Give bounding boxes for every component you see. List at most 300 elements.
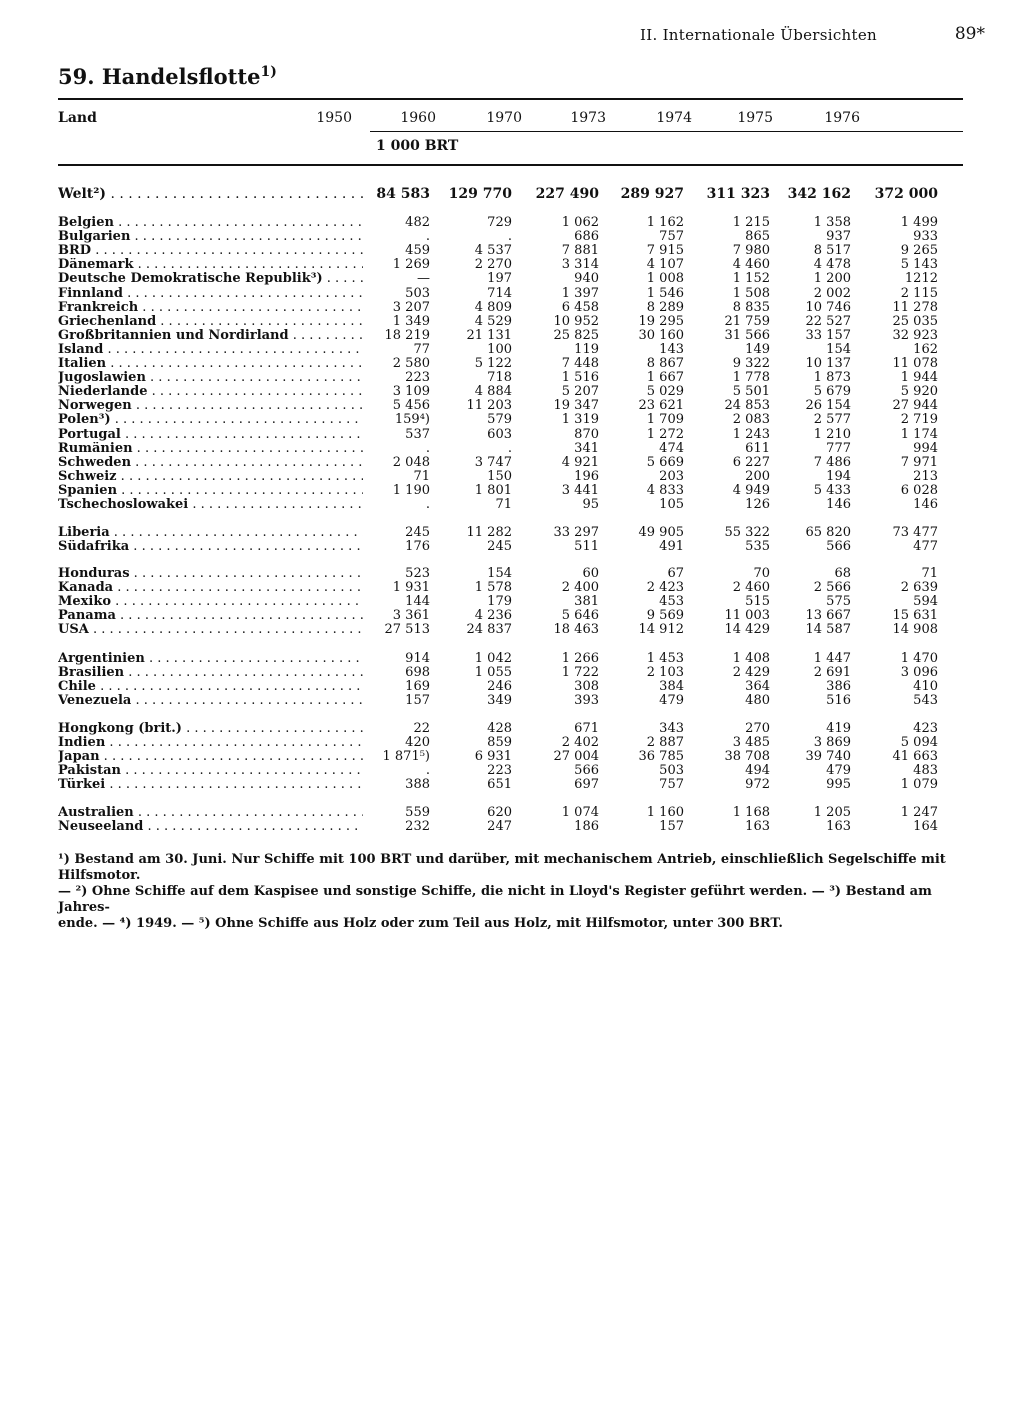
cell-value: 10 137 (805, 356, 851, 371)
table-row (58, 736, 963, 750)
cell-value: . (425, 497, 430, 512)
cell-value: 2 691 (813, 665, 851, 681)
cell-value: 491 (659, 539, 684, 555)
cell-value: 420 (405, 735, 430, 751)
cell-value: 10 746 (805, 299, 851, 315)
cell-value: 4 537 (474, 243, 512, 259)
cell-value: 341 (574, 440, 599, 456)
cell-value: 2 580 (392, 356, 430, 371)
cell-value: 1 516 (561, 370, 599, 386)
country-name: Schweiz . . . (58, 470, 363, 484)
cell-value: 933 (913, 229, 938, 245)
cell-value: 70 (753, 566, 770, 581)
table-row (58, 230, 963, 244)
cell-value: 311 323 (706, 186, 770, 202)
country-name: Brasilien . . . (58, 666, 363, 680)
country-name: Türkei . . . (58, 778, 363, 792)
cell-value: 937 (826, 229, 851, 245)
cell-value: 149 (745, 341, 770, 357)
cell-value: 870 (574, 426, 599, 442)
cell-value: 2 400 (561, 580, 599, 596)
header-rule (370, 131, 963, 132)
header-bottom-rule (58, 164, 963, 166)
table-row (58, 287, 963, 301)
cell-value: 1 319 (561, 412, 599, 428)
cell-value: 388 (405, 777, 430, 793)
cell-value: 19 347 (553, 398, 599, 414)
table-row (58, 722, 963, 736)
cell-value: 246 (487, 679, 512, 695)
cell-value: 154 (826, 341, 851, 357)
country-name: Liberia . . . (58, 526, 363, 540)
table-row (58, 694, 963, 708)
cell-value: 232 (405, 819, 430, 835)
cell-value: 2 639 (900, 580, 938, 596)
cell-value: 729 (487, 215, 512, 230)
cell-value: 8 835 (732, 299, 770, 315)
cell-value: 33 157 (805, 327, 851, 343)
cell-value: 8 867 (646, 356, 684, 371)
cell-value: 2 083 (732, 412, 770, 428)
footnote-line: — ²) Ohne Schiffe auf dem Kaspisee und sonstige Schiffe, die nicht in Lloyd's Register geführt werden. — ³) Bestand am Jahres- (58, 884, 932, 915)
cell-value: 940 (574, 271, 599, 287)
cell-value: 2 887 (646, 735, 684, 751)
cell-value: 9 265 (900, 243, 938, 259)
cell-value: 477 (913, 539, 938, 555)
cell-value: 19 295 (638, 313, 684, 329)
cell-value: 14 429 (724, 622, 770, 638)
cell-value: 4 236 (474, 608, 512, 624)
table-row (58, 595, 963, 609)
cell-value: 1 162 (646, 215, 684, 230)
cell-value: 757 (659, 777, 684, 793)
cell-value: 2 115 (900, 285, 938, 301)
table-row (58, 581, 963, 595)
cell-value: 2 577 (813, 412, 851, 428)
cell-value: 1 272 (646, 426, 684, 442)
country-name: Tschechoslowakei . . . (58, 498, 363, 512)
country-name: Honduras . . . (58, 567, 363, 581)
table-row (58, 315, 963, 329)
cell-value: 68 (834, 566, 851, 581)
cell-value: 386 (826, 679, 851, 695)
table-title (58, 64, 277, 89)
cell-value: 3 485 (732, 735, 770, 751)
cell-value: 146 (826, 497, 851, 512)
cell-value: 84 583 (376, 186, 430, 202)
cell-value: 1 944 (900, 370, 938, 386)
cell-value: 65 820 (805, 525, 851, 540)
cell-value: 1 667 (646, 370, 684, 386)
cell-value: 671 (574, 721, 599, 736)
table-row (58, 428, 963, 442)
cell-value: 575 (826, 594, 851, 610)
cell-value: 5 207 (561, 384, 599, 400)
cell-value: 164 (913, 819, 938, 835)
country-name: Rumänien . . . (58, 442, 363, 456)
cell-value: 4 478 (813, 257, 851, 273)
cell-value: 179 (487, 594, 512, 610)
country-name: Dänemark . . . (58, 258, 363, 272)
cell-value: 223 (487, 763, 512, 779)
cell-value: 349 (487, 693, 512, 709)
cell-value: 1 266 (561, 651, 599, 666)
cell-value: 3 747 (474, 454, 512, 470)
cell-value: 197 (487, 271, 512, 287)
country-name: Frankreich . . . (58, 301, 363, 315)
cell-value: 453 (659, 594, 684, 610)
cell-value: 144 (405, 594, 430, 610)
cell-value: 39 740 (805, 749, 851, 765)
country-name: Jugoslawien . . . (58, 371, 363, 385)
table-row (58, 567, 963, 581)
cell-value: 150 (487, 468, 512, 484)
cell-value: 8 517 (813, 243, 851, 259)
cell-value: 3 361 (392, 608, 430, 624)
cell-value: 559 (405, 805, 430, 820)
country-name: Deutsche Demokratische Republik³) . . . (58, 272, 363, 286)
country-name: Japan . . . (58, 750, 363, 764)
country-name: Venezuela . . . (58, 694, 363, 708)
cell-value: 410 (913, 679, 938, 695)
cell-value: 1 269 (392, 257, 430, 273)
cell-value: 41 663 (892, 749, 938, 765)
cell-value: 3 109 (392, 384, 430, 400)
cell-value: 1 042 (474, 651, 512, 666)
cell-value: 60 (582, 566, 599, 581)
cell-value: 1 453 (646, 651, 684, 666)
cell-value: 342 162 (787, 186, 851, 202)
cell-value: 143 (659, 341, 684, 357)
table-row (58, 820, 963, 834)
table-row (58, 244, 963, 258)
cell-value: 2 719 (900, 412, 938, 428)
cell-value: 651 (487, 777, 512, 793)
cell-value: 2 423 (646, 580, 684, 596)
cell-value: 6 227 (732, 454, 770, 470)
year-header: 1970 (486, 110, 522, 126)
cell-value: . (425, 763, 430, 779)
cell-value: 611 (745, 440, 770, 456)
cell-value: 697 (574, 777, 599, 793)
cell-value: 384 (659, 679, 684, 695)
footnote-line: ¹) Bestand am 30. Juni. Nur Schiffe mit 100 BRT und darüber, mit mechanischem Antrieb, einschließlich Segelschiffe mit Hilfsmotor. (58, 852, 946, 883)
cell-value: 38 708 (724, 749, 770, 765)
cell-value: 537 (405, 426, 430, 442)
table-row (58, 329, 963, 343)
cell-value: 162 (913, 341, 938, 357)
cell-value: 419 (826, 721, 851, 736)
land-column-header: Land (58, 110, 97, 126)
cell-value: 2 002 (813, 285, 851, 301)
cell-value: 14 908 (892, 622, 938, 638)
year-header: 1975 (737, 110, 773, 126)
cell-value: 2 429 (732, 665, 770, 681)
cell-value: 620 (487, 805, 512, 820)
cell-value: 21 131 (466, 327, 512, 343)
cell-value: 176 (405, 539, 430, 555)
country-name: Griechenland . . . (58, 315, 363, 329)
cell-value: 1 174 (900, 426, 938, 442)
cell-value: 169 (405, 679, 430, 695)
country-name: Norwegen . . . (58, 399, 363, 413)
country-name: Kanada . . . (58, 581, 363, 595)
cell-value: 154 (487, 566, 512, 581)
world-row (58, 186, 963, 204)
cell-value: 200 (745, 468, 770, 484)
table-row (58, 371, 963, 385)
cell-value: 18 463 (553, 622, 599, 638)
cell-value: 1 160 (646, 805, 684, 820)
cell-value: 859 (487, 735, 512, 751)
cell-value: 119 (574, 341, 599, 357)
country-name: Belgien . . . (58, 216, 363, 230)
cell-value: 995 (826, 777, 851, 793)
table-row (58, 623, 963, 637)
cell-value: 100 (487, 341, 512, 357)
cell-value: 194 (826, 468, 851, 484)
cell-value: 566 (826, 539, 851, 555)
cell-value: 2 460 (732, 580, 770, 596)
cell-value: 543 (913, 693, 938, 709)
cell-value: 15 631 (892, 608, 938, 624)
cell-value: 503 (659, 763, 684, 779)
cell-value: 777 (826, 440, 851, 456)
section-title: II. Internationale Übersichten (640, 26, 877, 44)
cell-value: 6 028 (900, 482, 938, 498)
cell-value: 9 322 (732, 356, 770, 371)
cell-value: 1 215 (732, 215, 770, 230)
cell-value: — (417, 271, 430, 287)
cell-value: 1 722 (561, 665, 599, 681)
cell-value: 5 143 (900, 257, 938, 273)
cell-value: 594 (913, 594, 938, 610)
table-row (58, 301, 963, 315)
cell-value: 3 869 (813, 735, 851, 751)
cell-value: 7 448 (561, 356, 599, 371)
cell-value: 503 (405, 285, 430, 301)
cell-value: 1 168 (732, 805, 770, 820)
cell-value: 515 (745, 594, 770, 610)
table-row (58, 385, 963, 399)
cell-value: 163 (745, 819, 770, 835)
cell-value: 30 160 (638, 327, 684, 343)
table-row (58, 484, 963, 498)
title-footnote-mark: 1) (260, 64, 277, 80)
cell-value: 1 546 (646, 285, 684, 301)
table-row (58, 609, 963, 623)
table-row (58, 413, 963, 427)
cell-value: 26 154 (805, 398, 851, 414)
cell-value: 480 (745, 693, 770, 709)
cell-value: 10 952 (553, 313, 599, 329)
cell-value: 49 905 (638, 525, 684, 540)
country-name: Panama . . . (58, 609, 363, 623)
cell-value: 245 (487, 539, 512, 555)
cell-value: 1 079 (900, 777, 938, 793)
unit-label: 1 000 BRT (376, 138, 459, 154)
cell-value: 22 (413, 721, 430, 736)
cell-value: 73 477 (892, 525, 938, 540)
country-name: Großbritannien und Nordirland . . . (58, 329, 363, 343)
cell-value: 289 927 (620, 186, 684, 202)
cell-value: 9 569 (646, 608, 684, 624)
year-header: 1973 (570, 110, 606, 126)
cell-value: 393 (574, 693, 599, 709)
table-title-text: 59. Handelsflotte (58, 64, 261, 89)
cell-value: 7 915 (646, 243, 684, 259)
country-name: Indien . . . (58, 736, 363, 750)
table-row (58, 357, 963, 371)
cell-value: 7 980 (732, 243, 770, 259)
cell-value: 3 096 (900, 665, 938, 681)
cell-value: . (425, 229, 430, 245)
cell-value: 1 074 (561, 805, 599, 820)
table-row (58, 456, 963, 470)
country-name: Italien . . . (58, 357, 363, 371)
cell-value: . (507, 229, 512, 245)
cell-value: 1 709 (646, 412, 684, 428)
cell-value: 516 (826, 693, 851, 709)
table-row (58, 680, 963, 694)
country-name: Schweden . . . (58, 456, 363, 470)
cell-value: 105 (659, 497, 684, 512)
table-row (58, 764, 963, 778)
cell-value: 579 (487, 412, 512, 428)
cell-value: 1 055 (474, 665, 512, 681)
cell-value: 4 529 (474, 313, 512, 329)
page-number: 89* (954, 24, 985, 44)
cell-value: 67 (667, 566, 684, 581)
cell-value: 157 (405, 693, 430, 709)
cell-value: 1 447 (813, 651, 851, 666)
cell-value: 27 004 (553, 749, 599, 765)
cell-value: 535 (745, 539, 770, 555)
cell-value: 5 456 (392, 398, 430, 414)
cell-value: 1 508 (732, 285, 770, 301)
cell-value: 5 122 (474, 356, 512, 371)
cell-value: 2 048 (392, 454, 430, 470)
cell-value: 4 921 (561, 454, 599, 470)
country-name: USA . . . (58, 623, 363, 637)
table-row (58, 258, 963, 272)
cell-value: 4 809 (474, 299, 512, 315)
cell-value: 5 433 (813, 482, 851, 498)
cell-value: 474 (659, 440, 684, 456)
footnote-line: ende. — ⁴) 1949. — ⁵) Ohne Schiffe aus Holz oder zum Teil aus Holz, mit Hilfsmotor, unter 300 BRT. (58, 916, 783, 931)
country-name: Neuseeland . . . (58, 820, 363, 834)
cell-value: 1 931 (392, 580, 430, 596)
cell-value: 24 853 (724, 398, 770, 414)
cell-value: 479 (659, 693, 684, 709)
cell-value: 972 (745, 777, 770, 793)
cell-value: 213 (913, 468, 938, 484)
cell-value: . (507, 440, 512, 456)
cell-value: 494 (745, 763, 770, 779)
table-row (58, 540, 963, 554)
year-header: 1960 (400, 110, 436, 126)
cell-value: 32 923 (892, 327, 938, 343)
year-header: 1974 (656, 110, 692, 126)
cell-value: 1 349 (392, 313, 430, 329)
table-row (58, 442, 963, 456)
cell-value: 1 062 (561, 215, 599, 230)
cell-value: 25 035 (892, 313, 938, 329)
cell-value: 1 470 (900, 651, 938, 666)
cell-value: 482 (405, 215, 430, 230)
cell-value: 18 219 (384, 327, 430, 343)
cell-value: 1212 (904, 271, 938, 287)
cell-value: 1 190 (392, 482, 430, 498)
cell-value: 5 920 (900, 384, 938, 400)
cell-value: 5 094 (900, 735, 938, 751)
country-name: Mexiko . . . (58, 595, 363, 609)
cell-value: 5 679 (813, 384, 851, 400)
country-name: Bulgarien . . . (58, 230, 363, 244)
table-row (58, 778, 963, 792)
table-row (58, 666, 963, 680)
year-header: 1976 (824, 110, 860, 126)
cell-value: 146 (913, 497, 938, 512)
table-row (58, 216, 963, 230)
table-row (58, 652, 963, 666)
cell-value: 1 152 (732, 271, 770, 287)
cell-value: 25 825 (553, 327, 599, 343)
cell-value: 71 (495, 497, 512, 512)
cell-value: 245 (405, 525, 430, 540)
cell-value: 11 203 (466, 398, 512, 414)
cell-value: 157 (659, 819, 684, 835)
country-name: Australien . . . (58, 806, 363, 820)
cell-value: 5 501 (732, 384, 770, 400)
cell-value: 714 (487, 285, 512, 301)
cell-value: 381 (574, 594, 599, 610)
cell-value: 372 000 (874, 186, 938, 202)
cell-value: 247 (487, 819, 512, 835)
cell-value: 308 (574, 679, 599, 695)
cell-value: 6 458 (561, 299, 599, 315)
cell-value: 77 (413, 341, 430, 357)
country-name: Portugal . . . (58, 428, 363, 442)
cell-value: 1 397 (561, 285, 599, 301)
cell-value: 95 (582, 497, 599, 512)
country-name: Island . . . (58, 343, 363, 357)
cell-value: 4 107 (646, 257, 684, 273)
cell-value: 31 566 (724, 327, 770, 343)
cell-value: 11 282 (466, 525, 512, 540)
country-name: Pakistan . . . (58, 764, 363, 778)
table-row (58, 399, 963, 413)
cell-value: 55 322 (724, 525, 770, 540)
cell-value: 27 513 (384, 622, 430, 638)
cell-value: 1 008 (646, 271, 684, 287)
cell-value: 4 949 (732, 482, 770, 498)
cell-value: 523 (405, 566, 430, 581)
table-row (58, 470, 963, 484)
cell-value: 7 486 (813, 454, 851, 470)
cell-value: 129 770 (448, 186, 512, 202)
cell-value: 1 801 (474, 482, 512, 498)
cell-value: 2 402 (561, 735, 599, 751)
country-name: Niederlande . . . (58, 385, 363, 399)
cell-value: 13 667 (805, 608, 851, 624)
cell-value: 5 029 (646, 384, 684, 400)
cell-value: 1 778 (732, 370, 770, 386)
cell-value: 511 (574, 539, 599, 555)
country-name: Finnland . . . (58, 287, 363, 301)
cell-value: 423 (913, 721, 938, 736)
cell-value: 227 490 (535, 186, 599, 202)
